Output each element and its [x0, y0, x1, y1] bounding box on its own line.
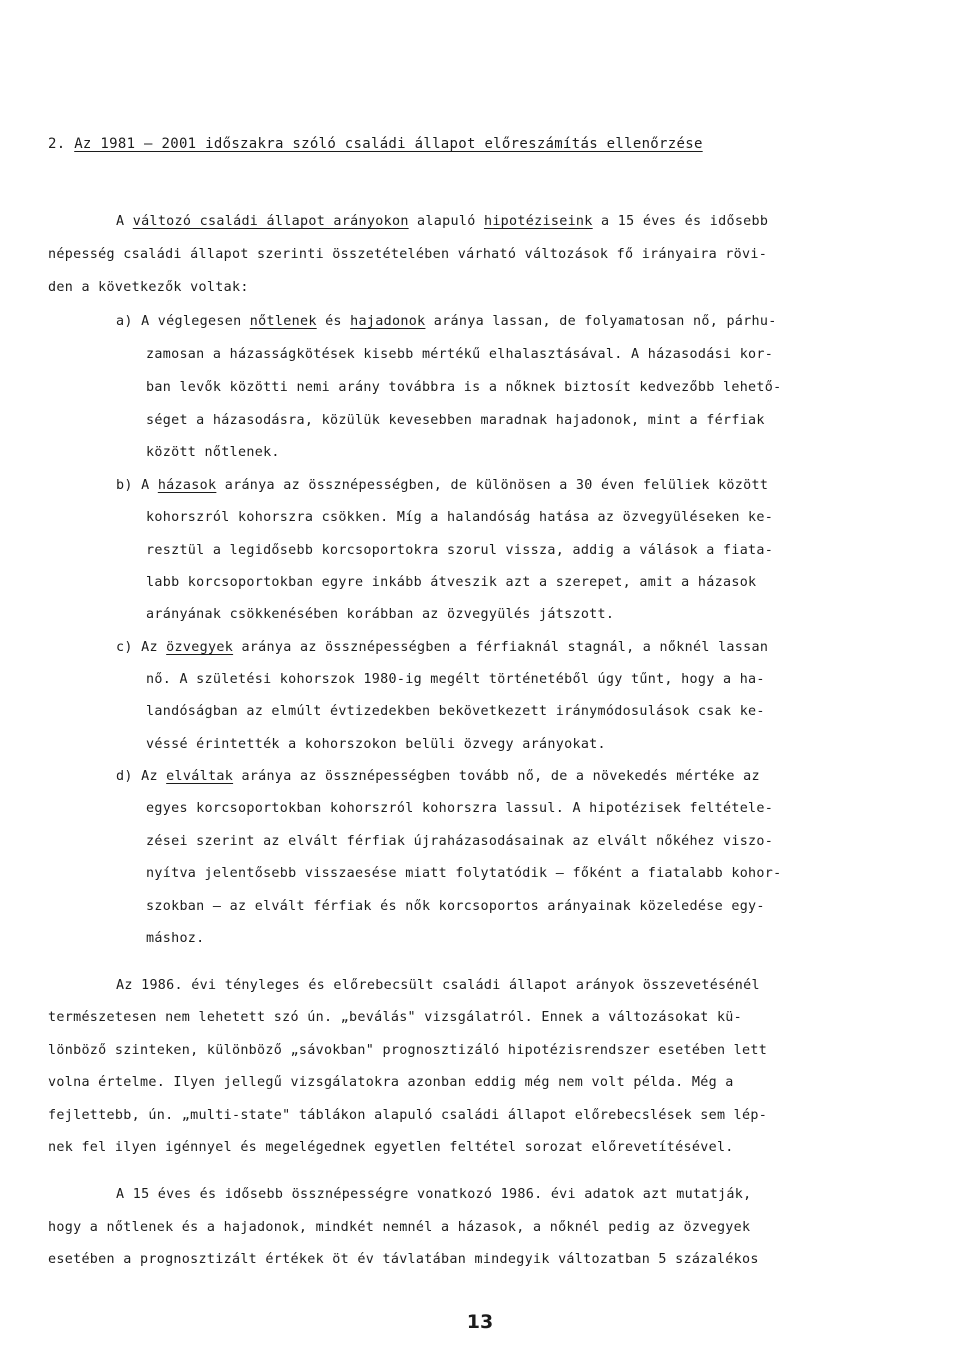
- text-run: aránya az össznépességben a férfiaknál stagnál, a nőknél lassan: [233, 640, 769, 655]
- text-run: alapuló: [408, 214, 484, 229]
- item-b-line-1: [116, 476, 768, 496]
- underlined-term: elváltak: [166, 769, 234, 784]
- section-number: 2.: [48, 136, 66, 152]
- item-b-line-3: resztül a legidősebb korcsoportokra szorul vissza, addig a válások a fiata-: [146, 543, 774, 558]
- underlined-term: hajadonok: [350, 314, 426, 329]
- underlined-term: nőtlenek: [249, 314, 317, 329]
- item-b-line-4: labb korcsoportokban egyre inkább átveszik azt a szerepet, amit a házasok: [146, 575, 757, 590]
- intro-line-1: [116, 212, 768, 232]
- item-c-line-4: véssé érintették a kohorszokon belüli özvegy arányokat.: [146, 737, 606, 752]
- para2-line-6: nek fel ilyen igénnyel és megelégednek egyetlen feltétel sorozat előrevetítésével.: [48, 1140, 734, 1155]
- section-heading: [48, 134, 703, 154]
- text-run: c) Az: [116, 640, 167, 655]
- intro-line-2: népesség családi állapot szerinti összetételében várható változások fő irányaira rövi-: [48, 247, 768, 262]
- para2-line-5: fejlettebb, ún. „multi-state" táblákon alapuló családi állapot előrebecslések sem lép-: [48, 1108, 768, 1123]
- item-d-line-1: [116, 767, 760, 787]
- text-run: a) A véglegesen: [116, 314, 250, 329]
- para2-line-4: volna értelme. Ilyen jellegű vizsgálatokra azonban eddig még nem volt példa. Még a: [48, 1075, 734, 1090]
- text-run: és: [316, 314, 351, 329]
- item-a-line-3: ban levők közötti nemi arány továbbra is a nőknek biztosít kedvezőbb lehető-: [146, 380, 782, 395]
- item-b-line-2: kohorszról kohorszra csökken. Míg a halandóság hatása az özvegyüléseken ke-: [146, 510, 774, 525]
- section-title: Az 1981 – 2001 időszakra szóló családi állapot előreszámítás ellenőrzése: [74, 136, 703, 152]
- item-d-line-4: nyítva jelentősebb visszaesése miatt folytatódik – főként a fiatalabb kohor-: [146, 866, 782, 881]
- page-number: 13: [466, 1311, 494, 1333]
- item-d-line-3: zései szerint az elvált férfiak újraházasodásainak az elvált nőkéhez viszo-: [146, 834, 774, 849]
- para3-line-1: A 15 éves és idősebb össznépességre vonatkozó 1986. évi adatok azt mutatják,: [116, 1187, 752, 1202]
- text-run: d) Az: [116, 769, 167, 784]
- para2-line-1: Az 1986. évi tényleges és előrebecsült családi állapot arányok összevetésénél: [116, 978, 760, 993]
- para3-line-2: hogy a nőtlenek és a hajadonok, mindkét nemnél a házasok, a nőknél pedig az özvegyek: [48, 1220, 751, 1235]
- underlined-term: házasok: [157, 478, 217, 493]
- item-b-line-5: arányának csökkenésében korábban az özvegyülés játszott.: [146, 607, 615, 622]
- para2-line-3: lönböző szinteken, különböző „sávokban" prognosztizáló hipotézisrendszer esetében lett: [48, 1043, 768, 1058]
- text-run: b) A: [116, 478, 158, 493]
- item-d-line-2: egyes korcsoportokban kohorszról kohorszra lassul. A hipotézisek feltétele-: [146, 801, 774, 816]
- text-run: aránya az össznépességben, de különösen a 30 éven felüliek között: [216, 478, 769, 493]
- underlined-term: változó családi állapot arányokon: [132, 214, 409, 229]
- item-d-line-5: szokban – az elvált férfiak és nők korcsoportos arányainak közeledése egy-: [146, 899, 765, 914]
- para2-line-2: természetesen nem lehetett szó ún. „beválás" vizsgálatról. Ennek a változásokat kü-: [48, 1010, 743, 1025]
- item-c-line-2: nő. A születési kohorszok 1980-ig megélt történetéből úgy tűnt, hogy a ha-: [146, 672, 765, 687]
- item-a-line-1: [116, 312, 777, 332]
- text-run: aránya az össznépességben tovább nő, de a növekedés mértéke az: [233, 769, 760, 784]
- item-a-line-5: között nőtlenek.: [146, 445, 280, 460]
- para3-line-3: esetében a prognosztizált értékek öt év távlatában mindegyik változatban 5 százalékos: [48, 1252, 759, 1267]
- text-run: a 15 éves és idősebb: [592, 214, 769, 229]
- underlined-term: özvegyek: [166, 640, 234, 655]
- item-d-line-6: máshoz.: [146, 931, 205, 946]
- text-run: A: [116, 214, 133, 229]
- item-c-line-1: [116, 638, 768, 658]
- item-a-line-4: séget a házasodásra, közülük kevesebben maradnak hajadonok, mint a férfiak: [146, 413, 765, 428]
- text-run: aránya lassan, de folyamatosan nő, párhu-: [425, 314, 777, 329]
- item-c-line-3: landóságban az elmúlt évtizedekben bekövetkezett iránymódosulások csak ke-: [146, 704, 765, 719]
- intro-line-3: den a következők voltak:: [48, 280, 249, 295]
- item-a-line-2: zamosan a házasságkötések kisebb mértékű elhalasztásával. A házasodási kor-: [146, 347, 774, 362]
- underlined-term: hipotéziseink: [483, 214, 593, 229]
